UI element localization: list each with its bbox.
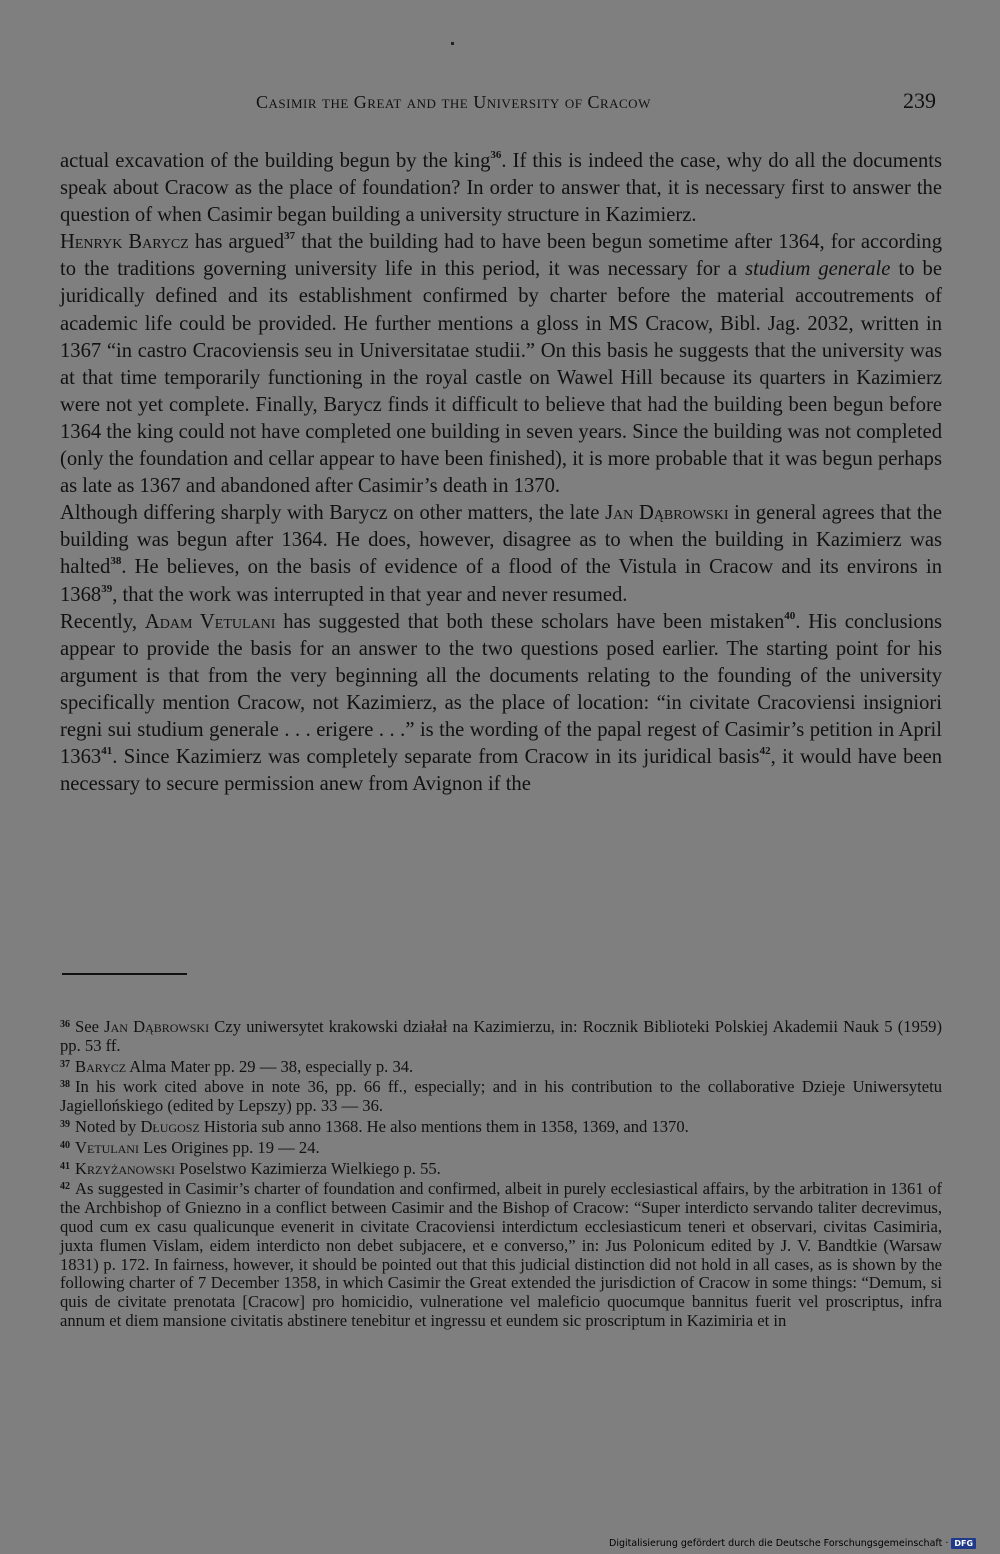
footnote-ref-37[interactable]: 37	[284, 230, 296, 243]
footnote-number: 40	[60, 1139, 70, 1151]
footnote-ref-36[interactable]: 36	[490, 149, 502, 161]
text-run: has suggested that both these scholars have been mistaken	[275, 610, 785, 633]
footnotes	[60, 1016, 942, 1331]
footnote-number: 42	[60, 1181, 70, 1193]
author-name: Henryk Barycz	[60, 231, 189, 254]
footnote-number: 39	[60, 1118, 70, 1130]
footnote-text: Historia sub anno 1368. He also mentions them in 1358, 1369, and 1370.	[199, 1116, 689, 1136]
paragraph-2	[60, 229, 942, 500]
text-run: . His conclusions appear to provide the basis for an answer to the two questions posed earlier. The starting point for his argument is that from the very beginning all the documents relating to the founding of the university specifically mention Cracow, not Kazimierz, as the place of location: “in civitate Cracoviensi insigniori regni sui studium generale . . . erigere . . .” is the wording of the papal regest of Casimir’s petition in April 1363	[60, 610, 943, 769]
footnote-number: 38	[60, 1079, 70, 1091]
running-title: Casimir the Great and the University of Cracow	[256, 92, 651, 112]
footnote-41	[60, 1158, 942, 1179]
italic-term: studium generale	[745, 258, 891, 281]
footnote-38	[60, 1076, 942, 1116]
text-run: , it would have been necessary to secure permission anew from Avignon if the	[60, 746, 943, 796]
footnote-40	[60, 1137, 942, 1158]
footnote-39	[60, 1116, 942, 1137]
text-run: . He believes, on the basis of evidence of a flood of the Vistula in Cracow and its environs in 1368	[60, 556, 942, 606]
author-name: Jan Dąbrowski	[605, 502, 729, 525]
footnote-text: Czy uniwersytet krakowski działał na Kazimierzu, in: Rocznik Biblioteki Polskiej Akademii Nauk 5 (1959) pp. 53 ff.	[60, 1017, 942, 1055]
footnote-text: Les Origines pp. 19 — 24.	[138, 1137, 320, 1157]
footnote-ref-41[interactable]: 41	[101, 745, 113, 758]
author-name: Vetulani	[75, 1137, 139, 1157]
footnote-ref-40[interactable]: 40	[784, 609, 796, 622]
footnote-text: Alma Mater pp. 29 — 38, especially p. 34.	[126, 1056, 414, 1076]
footnote-42	[60, 1178, 942, 1330]
footnote-number: 41	[60, 1160, 70, 1172]
footnote-text: See	[75, 1017, 105, 1036]
author-name: Adam Vetulani	[144, 610, 276, 633]
text-run: , that the work was interrupted in that year and never resumed.	[112, 583, 628, 606]
paragraph-1	[60, 148, 942, 229]
text-run: to be juridically defined and its establishment confirmed by charter before the material accoutrements of academic life could be provided. He further mentions a gloss in MS Cracow, Bibl. Jag. 2032, written in 1367 “in castro Cracoviensis seu in Universitatae studii.” On this basis he suggests that the university was at that time temporarily functioning in the royal castle on Wawel Hill because its quarters in Kazimierz were not yet complete. Finally, Barycz finds it difficult to believe that had the building been begun before 1364 the king could not have completed one building in seven years. Since the building was not completed (only the foundation and cellar appear to have been finished), it is more probable that it was begun perhaps as late as 1367 and abandoned after Casimir’s death in 1370.	[60, 258, 942, 498]
text-run: . If this is indeed the case, why do all the documents speak about Cracow as the place of foundation? In order to answer that, it is necessary first to answer the question of when Casimir began building a university structure in Kazimierz.	[60, 150, 942, 227]
text-run: Recently,	[60, 610, 145, 633]
text-run: has argued	[188, 231, 285, 254]
paragraph-4	[60, 609, 942, 799]
footnote-number: 36	[60, 1019, 70, 1030]
paragraph-3	[60, 500, 942, 608]
text-run: in general agrees that the building was begun after 1364. He does, however, disagree as to when the building in Kazimierz was halted	[60, 502, 942, 579]
author-name: Długosz	[140, 1116, 200, 1136]
footnote-text: As suggested in Casimir’s charter of foundation and confirmed, albeit in purely ecclesiastical affairs, by the arbitration in 1361 of the Archbishop of Gniezno in a conflict between Casimir and the Bishop of Cracow: “Super interdicto servando taliter decrevimus, quod cum ex casu qualicunque evenerit in civitate Cracoviensi interdictum ecclesiasticum teneri et observari, civitas Casimiria, juxta flumen Vislam, eidem interdicto non debet subjacere, et e converso,” in: Jus Polonicum edited by J. V. Bandtkie (Warsaw 1831) p. 172. In fairness, however, it should be pointed out that this judicial distinction did not hold in all cases, as is shown by the following charter of 7 December 1358, in which Casimir the Great extended the jurisdiction of Cracow in some things: “Demum, si quis de civitate prenotata [Cracow] pro homicidio, vulneratione vel maleficio quocumque bannitus fuerit vel proscriptus, infra annum et diem mansione civitatis abstinere tenebitur et ingressu et eundem sic proscriptum in Kazimiria et in	[60, 1179, 942, 1330]
text-run: actual excavation of the building begun by the king	[60, 150, 491, 172]
footnote-text: In his work cited above in note 36, pp. 66 ff., especially; and in his contribution to the collaborative Dzieje Uniwersytetu Jagiellońskiego (edited by Lepszy) pp. 33 — 36.	[60, 1077, 942, 1116]
digitization-credit	[609, 1538, 976, 1549]
author-name: Krzyżanowski	[75, 1158, 175, 1178]
page-number: 239	[903, 88, 936, 113]
footnote-ref-42[interactable]: 42	[759, 745, 771, 758]
footnote-ref-39[interactable]: 39	[101, 582, 113, 595]
footnote-text: Noted by	[75, 1116, 141, 1136]
footnote-ref-38[interactable]: 38	[110, 555, 122, 568]
text-run: Although differing sharply with Barycz on other matters, the late	[60, 502, 606, 525]
text-run: that the building had to have been begun sometime after 1364, for according to the traditions governing university life in this period, it was necessary for a	[60, 231, 943, 281]
credit-text: Digitalisierung gefördert durch die Deutsche Forschungsgemeinschaft ·	[609, 1538, 949, 1549]
footnote-text: Poselstwo Kazimierza Wielkiego p. 55.	[174, 1158, 441, 1178]
author-name: Jan Dąbrowski	[104, 1017, 210, 1036]
scan-speck	[451, 42, 454, 45]
author-name: Barycz	[75, 1056, 127, 1076]
footnote-number: 37	[60, 1058, 70, 1070]
main-text	[60, 148, 942, 798]
footnote-37	[60, 1056, 942, 1077]
text-run: . Since Kazimierz was completely separate from Cracow in its juridical basis	[112, 746, 760, 769]
dfg-logo-icon: DFG	[951, 1538, 976, 1549]
footnote-36	[60, 1016, 942, 1056]
footnote-rule	[62, 973, 187, 975]
